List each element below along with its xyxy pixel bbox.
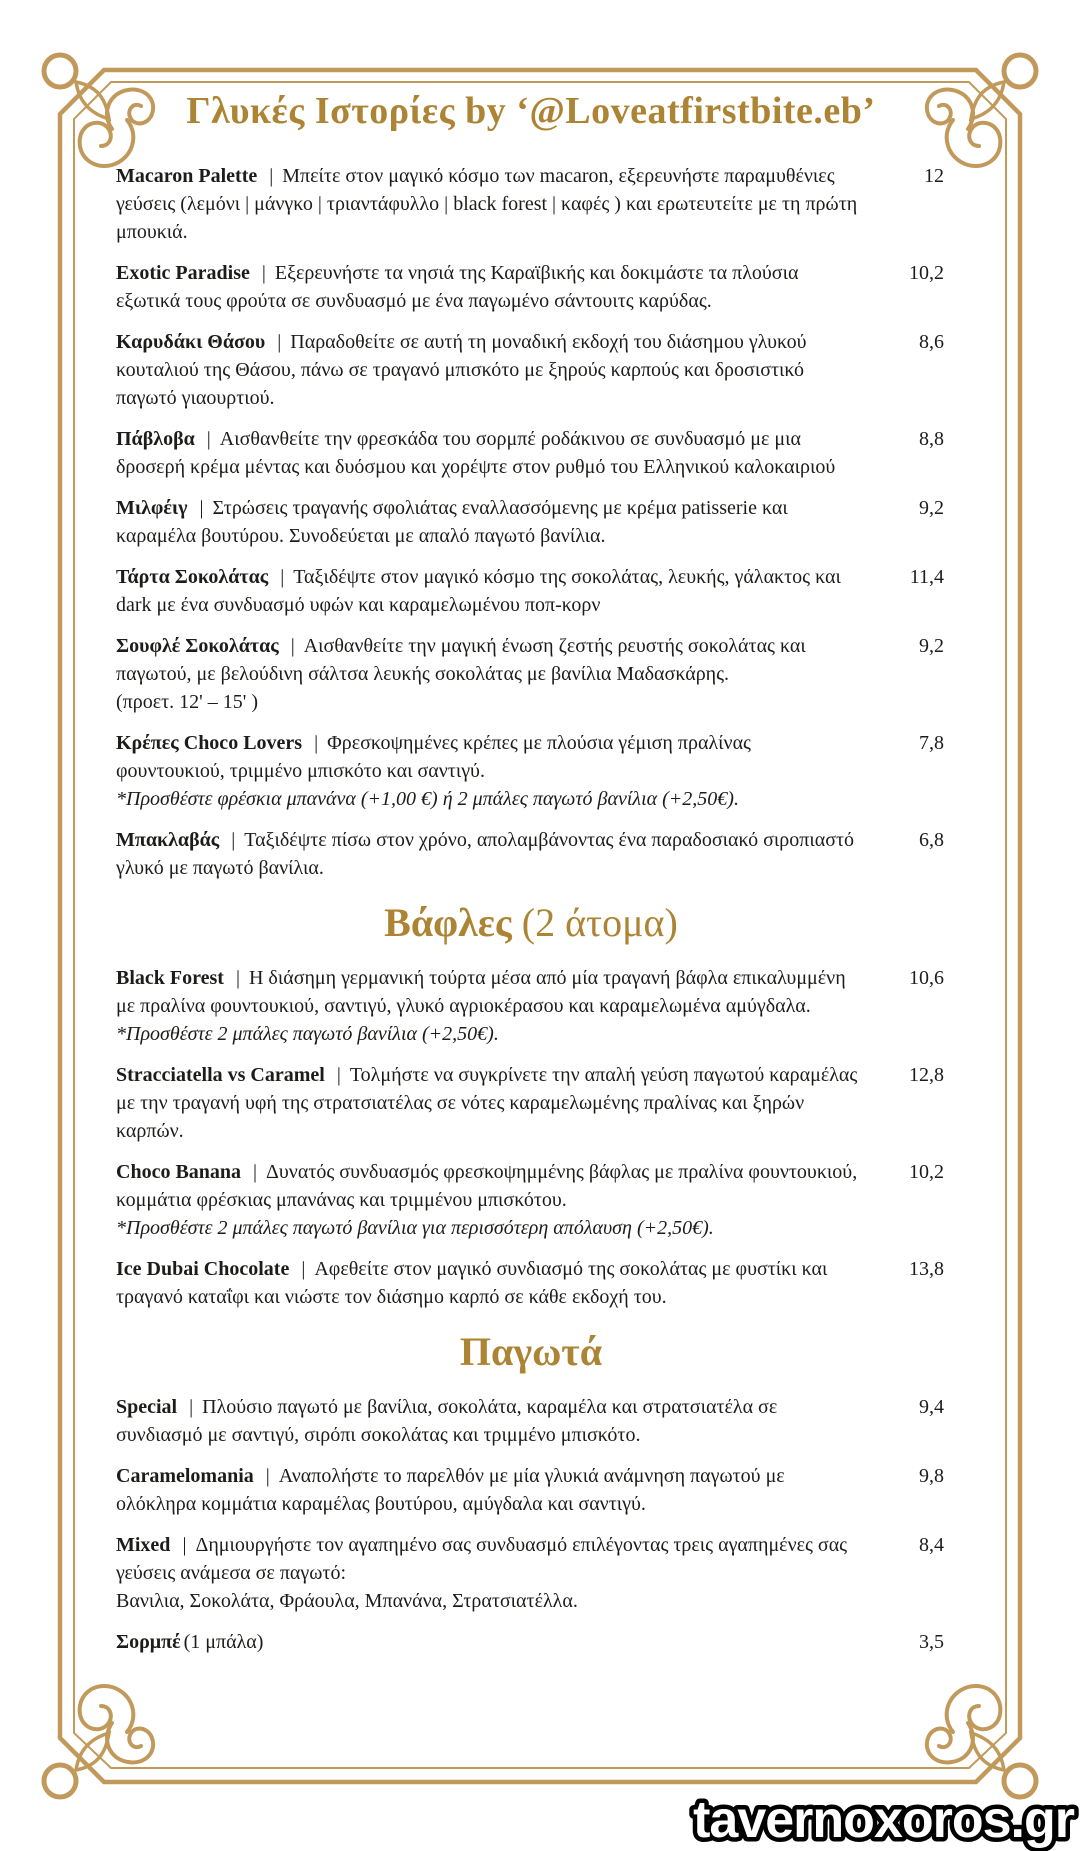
item-separator: | [261,261,266,284]
menu-item [116,259,946,315]
item-name: Καρυδάκι Θάσου [116,330,266,353]
item-text [116,494,858,550]
section-icecream [116,1393,946,1656]
item-name: Κρέπες Choco Lovers [116,731,303,754]
item-price: 10,2 [909,1160,944,1183]
item-name: Macaron Palette [116,164,258,187]
section-heading-note: (2 άτομα) [521,899,678,945]
item-description: Αναπολήστε το παρελθόν με μία γλυκιά ανάμνηση παγωτού με ολόκληρα κομμάτια καραμέλας βουτύρου, αμύγδαλα και σαντιγύ. [116,1464,785,1515]
item-text [116,964,858,1048]
item-extra: Βανιλια, Σοκολάτα, Φράουλα, Μπανάνα, Στρατσιατέλλα. [116,1589,578,1612]
item-text [116,563,858,619]
item-separator: | [199,496,204,519]
menu-item [116,1158,946,1242]
item-price: 9,2 [919,634,944,657]
item-name: Stracciatella vs Caramel [116,1063,325,1086]
item-name: Exotic Paradise [116,261,250,284]
item-text [116,259,858,315]
item-price: 6,8 [919,828,944,851]
item-name: Choco Banana [116,1160,242,1183]
menu-item [116,1462,946,1518]
item-name: Πάβλοβα [116,427,195,450]
menu-title: Γλυκές Ιστορίες by ‘@Loveatfirstbite.eb’ [186,90,876,132]
item-price: 8,6 [919,330,944,353]
section-heading-text: Βάφλες [384,899,512,945]
item-price: 9,8 [919,1464,944,1487]
item-name: Μιλφέιγ [116,496,188,519]
item-text [116,826,858,882]
item-description: Εξερευνήστε τα νησιά της Καραϊβικής και δοκιμάστε τα πλούσια εξωτικά τους φρούτα σε συνδυασμό με ένα παγωμένο σάντουιτς καρύδας. [116,261,799,312]
section-heading-text: Παγωτά [459,1328,603,1374]
item-extra: (προετ. 12' – 15' ) [116,690,259,713]
item-description: Αφεθείτε στον μαγικό συνδιασμό της σοκολάτας με φυστίκι και τραγανό καταΐφι και νιώστε τον διάσημο καρπό σε κάθε εκδοχή του. [116,1257,828,1308]
item-separator: | [231,828,236,851]
item-price: 8,4 [919,1533,944,1556]
item-description: Παραδοθείτε σε αυτή τη μοναδική εκδοχή του διάσημου γλυκού κουταλιού της Θάσου, πάνω σε τραγανό μπισκότο με ξηρούς καρπούς και δροσιστικό παγωτό γιαουρτιού. [116,330,807,409]
item-description: Αισθανθείτε την φρεσκάδα του σορμπέ ροδάκινου σε συνδυασμό με μια δροσερή κρέμα μέντας και δυόσμου και χορέψτε στον ρυθμό του Ελληνικού καλοκαιριού [116,427,836,478]
item-name: Τάρτα Σοκολάτας [116,565,269,588]
item-separator: | [301,1257,306,1280]
menu-item [116,1531,946,1615]
item-text [116,1531,858,1615]
item-text [116,1255,858,1311]
item-separator: | [189,1395,194,1418]
item-note: *Προσθέστε φρέσκια μπανάνα (+1,00 €) ή 2 μπάλες παγωτό βανίλια (+2,50€). [116,787,739,810]
menu-item [116,1061,946,1145]
menu-item [116,425,946,481]
item-text [116,1158,858,1242]
item-name: Σορμπέ [116,1630,181,1653]
menu-item [116,1393,946,1449]
item-price: 8,8 [919,427,944,450]
menu-item [116,826,946,882]
section-heading-icecream [116,1327,946,1377]
item-description: Αισθανθείτε την μαγική ένωση ζεστής ρευστής σοκολάτας και παγωτού, με βελούδινη σάλτσα λευκής σοκολάτας με βανίλια Μαδασκάρης. [116,634,806,685]
item-text [116,425,858,481]
item-separator: | [336,1063,341,1086]
item-name: Special [116,1395,178,1418]
item-description: Μπείτε στον μαγικό κόσμο των macaron, εξερευνήστε παραμυθένιες γεύσεις (λεμόνι | μάνγκο | τριαντάφυλλο | black forest | καφές ) και ερωτευτείτε με τη πρώτη μπουκιά. [116,164,858,243]
item-description: Φρεσκοψημένες κρέπες με πλούσια γέμιση πραλίνας φουντουκιού, τριμμένο μπισκότο και σαντιγύ. [116,731,751,782]
item-inline-note: *Προσθέστε 2 μπάλες παγωτό βανίλια (+2,50€). [116,1022,499,1045]
item-text [116,1628,858,1656]
item-description: Η διάσημη γερμανική τούρτα μέσα από μία τραγανή βάφλα επικαλυμμένη με πραλίνα φουντουκιού, σαντιγύ, γλυκό αγριοκέρασου και καραμελωμένα αμύγδαλα. [116,966,846,1017]
item-name: Mixed [116,1533,171,1556]
item-price: 3,5 [919,1630,944,1653]
item-text [116,328,858,412]
item-price: 7,8 [919,731,944,754]
item-price: 10,2 [909,261,944,284]
menu-item [116,563,946,619]
item-description: Στρώσεις τραγανής σφολιάτας εναλλασσόμενης με κρέμα patisserie και καραμέλα βουτύρου. Συνοδεύεται με απαλό παγωτό βανίλια. [116,496,788,547]
item-description: Πλούσιο παγωτό με βανίλια, σοκολάτα, καραμέλα και στρατσιατέλα σε συνδιασμό με σαντιγύ, σιρόπι σοκολάτας και τριμμένο μπισκότο. [116,1395,778,1446]
menu-item [116,964,946,1048]
menu-content [116,88,946,1669]
item-price: 12 [924,164,944,187]
menu-item [116,632,946,716]
section-waffles [116,964,946,1311]
menu-item [116,328,946,412]
item-separator: | [314,731,319,754]
item-name: Caramelomania [116,1464,254,1487]
item-name: Ice Dubai Chocolate [116,1257,290,1280]
item-text [116,1061,858,1145]
item-description: Δημιουργήστε τον αγαπημένο σας συνδυασμό επιλέγοντας τρεις αγαπημένες σας γεύσεις ανάμεσα σε παγωτό: [116,1533,848,1584]
item-price: 10,6 [909,966,944,989]
item-separator: | [280,565,285,588]
item-separator: | [269,164,274,187]
item-description: Δυνατός συνδυασμός φρεσκοψημμένης βάφλας με πραλίνα φουντουκιού, κομμάτια φρέσκιας μπανάνας και τριμμένου μπισκότου. [116,1160,858,1211]
item-name: Μπακλαβάς [116,828,220,851]
item-description: Τολμήστε να συγκρίνετε την απαλή γεύση παγωτού καραμέλας με την τραγανή υφή της στρατσιατέλας σε νότες καραμελωμένης πραλίνας και ξηρών καρπών. [116,1063,858,1142]
item-text [116,1393,858,1449]
item-text [116,162,858,246]
section-heading-waffles [116,898,946,948]
item-price: 9,4 [919,1395,944,1418]
item-text [116,1462,858,1518]
menu-item [116,1255,946,1311]
menu-item [116,729,946,813]
item-description: Ταξιδέψτε πίσω στον χρόνο, απολαμβάνοντας ένα παραδοσιακό σιροπιαστό γλυκό με παγωτό βανίλια. [116,828,855,879]
item-price: 12,8 [909,1063,944,1086]
item-description: Ταξιδέψτε στον μαγικό κόσμο της σοκολάτας, λευκής, γάλακτος και dark με ένα συνδυασμό υφών και καραμελωμένου ποπ-κορν [116,565,841,616]
item-name: Black Forest [116,966,224,989]
item-price: 9,2 [919,496,944,519]
item-price: 11,4 [909,565,944,588]
item-text [116,729,858,813]
item-description: (1 μπάλα) [183,1630,264,1653]
item-text [116,632,858,716]
item-separator: | [277,330,282,353]
item-separator: | [265,1464,270,1487]
menu-item [116,1628,946,1656]
item-name: Σουφλέ Σοκολάτας [116,634,279,657]
item-separator: | [235,966,240,989]
item-note: *Προσθέστε 2 μπάλες παγωτό βανίλια για περισσότερη απόλαυση (+2,50€). [116,1216,714,1239]
item-separator: | [182,1533,187,1556]
item-separator: | [290,634,295,657]
menu-item [116,494,946,550]
menu-item [116,162,946,246]
item-price: 13,8 [909,1257,944,1280]
watermark-text: tavernoxoros.gr [693,1791,1074,1849]
item-separator: | [253,1160,258,1183]
section-desserts [116,162,946,882]
watermark [0,1782,1080,1851]
item-separator: | [206,427,211,450]
